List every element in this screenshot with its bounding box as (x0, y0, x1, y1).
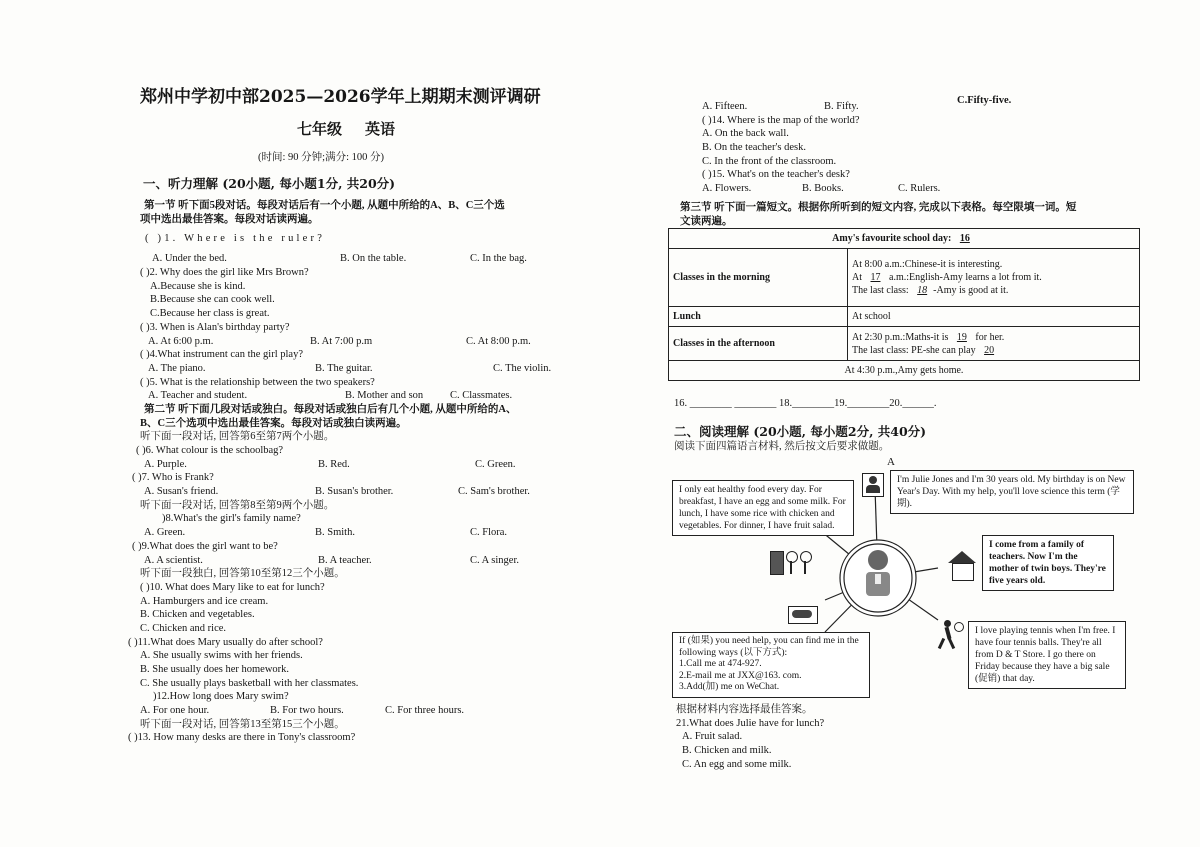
afternoon-label: Classes in the afternoon (669, 327, 848, 361)
question-7: ( )7. Who is Frank? (132, 472, 214, 484)
question-3: ( )3. When is Alan's birthday party? (140, 321, 290, 333)
question-2-option-b: B.Because she can cook well. (150, 294, 275, 306)
morning-label: Classes in the morning (669, 249, 848, 307)
question-11-option-c: C. She usually plays basketball with her classmates. (140, 677, 359, 689)
question-15: ( )15. What's on the teacher's desk? (702, 169, 850, 181)
question-12: )12.How long does Mary swim? (153, 691, 289, 703)
question-8: )8.What's the girl's family name? (162, 513, 301, 525)
blank-17: 17 (870, 272, 881, 283)
table-title-cell: Amy's favourite school day: 16 (669, 229, 1140, 249)
part1-intro-2: 项中选出最佳答案。每段对话读两遍。 (140, 213, 319, 225)
question-1: ( )1. Where is the ruler? (145, 233, 326, 245)
part2-intro: 第二节 听下面几段对话或独白。每段对话或独白后有几个小题, 从题中所给的A、 (144, 403, 517, 415)
section-reading-heading: 二、阅读理解 (20小题, 每小题2分, 共40分) (674, 424, 927, 439)
reading-intro: 阅读下面四篇语言材料, 然后按文后要求做题。 (674, 441, 890, 452)
question-2: ( )2. Why does the girl like Mrs Brown? (140, 267, 309, 279)
question-13: ( )13. How many desks are there in Tony's classroom? (128, 732, 356, 744)
question-6: ( )6. What colour is the schoolbag? (136, 445, 284, 456)
answer-blanks-line: 16. ________ ________ 18.________19.________20.______. (674, 398, 937, 409)
dialogue-1-instruction: 听下面一段对话, 回答第6至第7两个小题。 (140, 431, 335, 443)
question-10: ( )10. What does Mary like to eat for lunch? (140, 581, 325, 593)
dialogue-2-instruction: 听下面一段对话, 回答第8至第9两个小题。 (140, 499, 335, 511)
julie-intro-box: I'm Julie Jones and I'm 30 years old. My birthday is on New Year's Day. With my help, you'll love science this term (学期). (890, 470, 1134, 514)
question-5: ( )5. What is the relationship between the two speakers? (140, 376, 375, 388)
question-14-option-b: B. On the teacher's desk. (702, 142, 806, 154)
question-10-option-b: B. Chicken and vegetables. (140, 609, 255, 621)
passage-label: A (887, 456, 895, 468)
tennis-player-icon (934, 620, 964, 650)
question-7-options: A. Susan's friend. B. Susan's brother. C. Sam's brother. (144, 486, 530, 498)
home-time: At 4:30 p.m.,Amy gets home. (669, 361, 1140, 381)
question-3-options: A. At 6:00 p.m. B. At 7:00 p.m C. At 8:00 p.m. (148, 335, 531, 347)
lunch-label: Lunch (669, 307, 848, 327)
part3-intro-2: 文读两遍。 (680, 216, 733, 227)
family-box: I come from a family of teachers. Now I'm the mother of twin boys. They're five years old. (982, 535, 1114, 591)
exam-title: 郑州中学初中部2025—2026学年上期期末测评调研 (140, 87, 541, 107)
blank-18: 18 (917, 285, 928, 296)
question-15-options: A. Flowers. B. Books. C. Rulers. (702, 183, 941, 195)
subject-label: 英语 (365, 120, 396, 138)
phone-mail-icon (788, 606, 818, 624)
blank-16: 16 (959, 233, 970, 244)
house-icon (944, 551, 980, 581)
monologue-instruction: 听下面一段独白, 回答第10至第12三个小题。 (140, 568, 345, 580)
question-11: ( )11.What does Mary usually do after school? (128, 636, 323, 648)
question-2-option-c: C.Because her class is great. (150, 308, 270, 320)
blank-19: 19 (956, 331, 967, 343)
contact-box: If (如果) you need help, you can find me in the following ways (以下方式): 1.Call me at 474-927. 2.E-mail me at JXX@163. com. 3.Add(加) me on WeChat. (672, 632, 870, 698)
dialogue-4-instruction: 听下面一段对话, 回答第13至第15三个小题。 (140, 718, 345, 730)
time-info: (时间: 90 分钟;满分: 100 分) (258, 152, 384, 163)
blank-20: 20 (984, 344, 995, 356)
healthy-food-box: I only eat healthy food every day. For breakfast, I have an egg and some milk. For lunch, I have some rice with chicken and vegetables. For dinner, I have fruit salad. (672, 480, 854, 536)
question-11-option-a: A. She usually swims with her friends. (140, 650, 303, 662)
question-11-option-b: B. She usually does her homework. (140, 664, 290, 675)
section-listening-heading: 一、听力理解 (20小题, 每小题1分, 共20分) (143, 176, 396, 191)
question-14-option-c: C. In the front of the classroom. (702, 155, 837, 167)
question-2-option-a: A.Because she is kind. (150, 280, 246, 292)
utensils-icon (770, 551, 814, 575)
question-13-options: A. Fifteen. B. Fifty. C.Fifty-five. (702, 95, 1012, 112)
question-5-options: A. Teacher and student. B. Mother and son C. Classmates. (148, 390, 513, 402)
listening-questions (128, 199, 565, 745)
morning-classes: At 8:00 a.m.:Chinese-it is interesting. At 17 a.m.:English-Amy learns a lot from it. The last class: 18 -Amy is good at it. (848, 249, 1140, 307)
lunch-value: At school (848, 307, 1140, 327)
part2-intro-2: B、C三个选项中选出最佳答案。每段对话或独白读两遍。 (140, 417, 407, 429)
listening-questions-continued (702, 95, 1142, 196)
question-6-options: A. Purple. B. Red. C. Green. (144, 458, 516, 470)
question-14-option-a: A. On the back wall. (702, 128, 789, 140)
question-14: ( )14. Where is the map of the world? (702, 114, 860, 126)
amy-school-day-table (668, 228, 1140, 381)
person-icon (862, 473, 884, 497)
afternoon-classes: At 2:30 p.m.:Maths-it is 19 for her. The last class: PE-she can play 20 (848, 327, 1140, 361)
question-10-option-c: C. Chicken and rice. (140, 622, 227, 634)
question-4: ( )4.What instrument can the girl play? (140, 349, 303, 361)
teacher-icon (866, 550, 890, 596)
question-10-option-a: A. Hamburgers and ice cream. (140, 595, 269, 607)
question-1-options: A. Under the bed. B. On the table. C. In the bag. (152, 253, 527, 265)
part3-intro: 第三节 听下面一篇短文。根据你所听到的短文内容, 完成以下表格。每空限填一词。短 (680, 202, 1077, 213)
tennis-box: I love playing tennis when I'm free. I have four tennis balls. They're all from D & T Store. I go there on Friday because they have a big sale (促销) that day. (968, 621, 1126, 689)
question-9-options: A. A scientist. B. A teacher. C. A singer. (144, 554, 520, 566)
part1-intro: 第一节 听下面5段对话。每段对话后有一个小题, 从题中所给的A、B、C三个选 (144, 200, 505, 211)
question-12-options: A. For one hour. B. For two hours. C. For three hours. (140, 705, 465, 717)
question-8-options: A. Green. B. Smith. C. Flora. (144, 527, 508, 539)
question-9: ( )9.What does the girl want to be? (132, 540, 278, 552)
question-4-options: A. The piano. B. The guitar. C. The violin. (148, 362, 552, 374)
grade-label: 七年级 (297, 120, 343, 138)
